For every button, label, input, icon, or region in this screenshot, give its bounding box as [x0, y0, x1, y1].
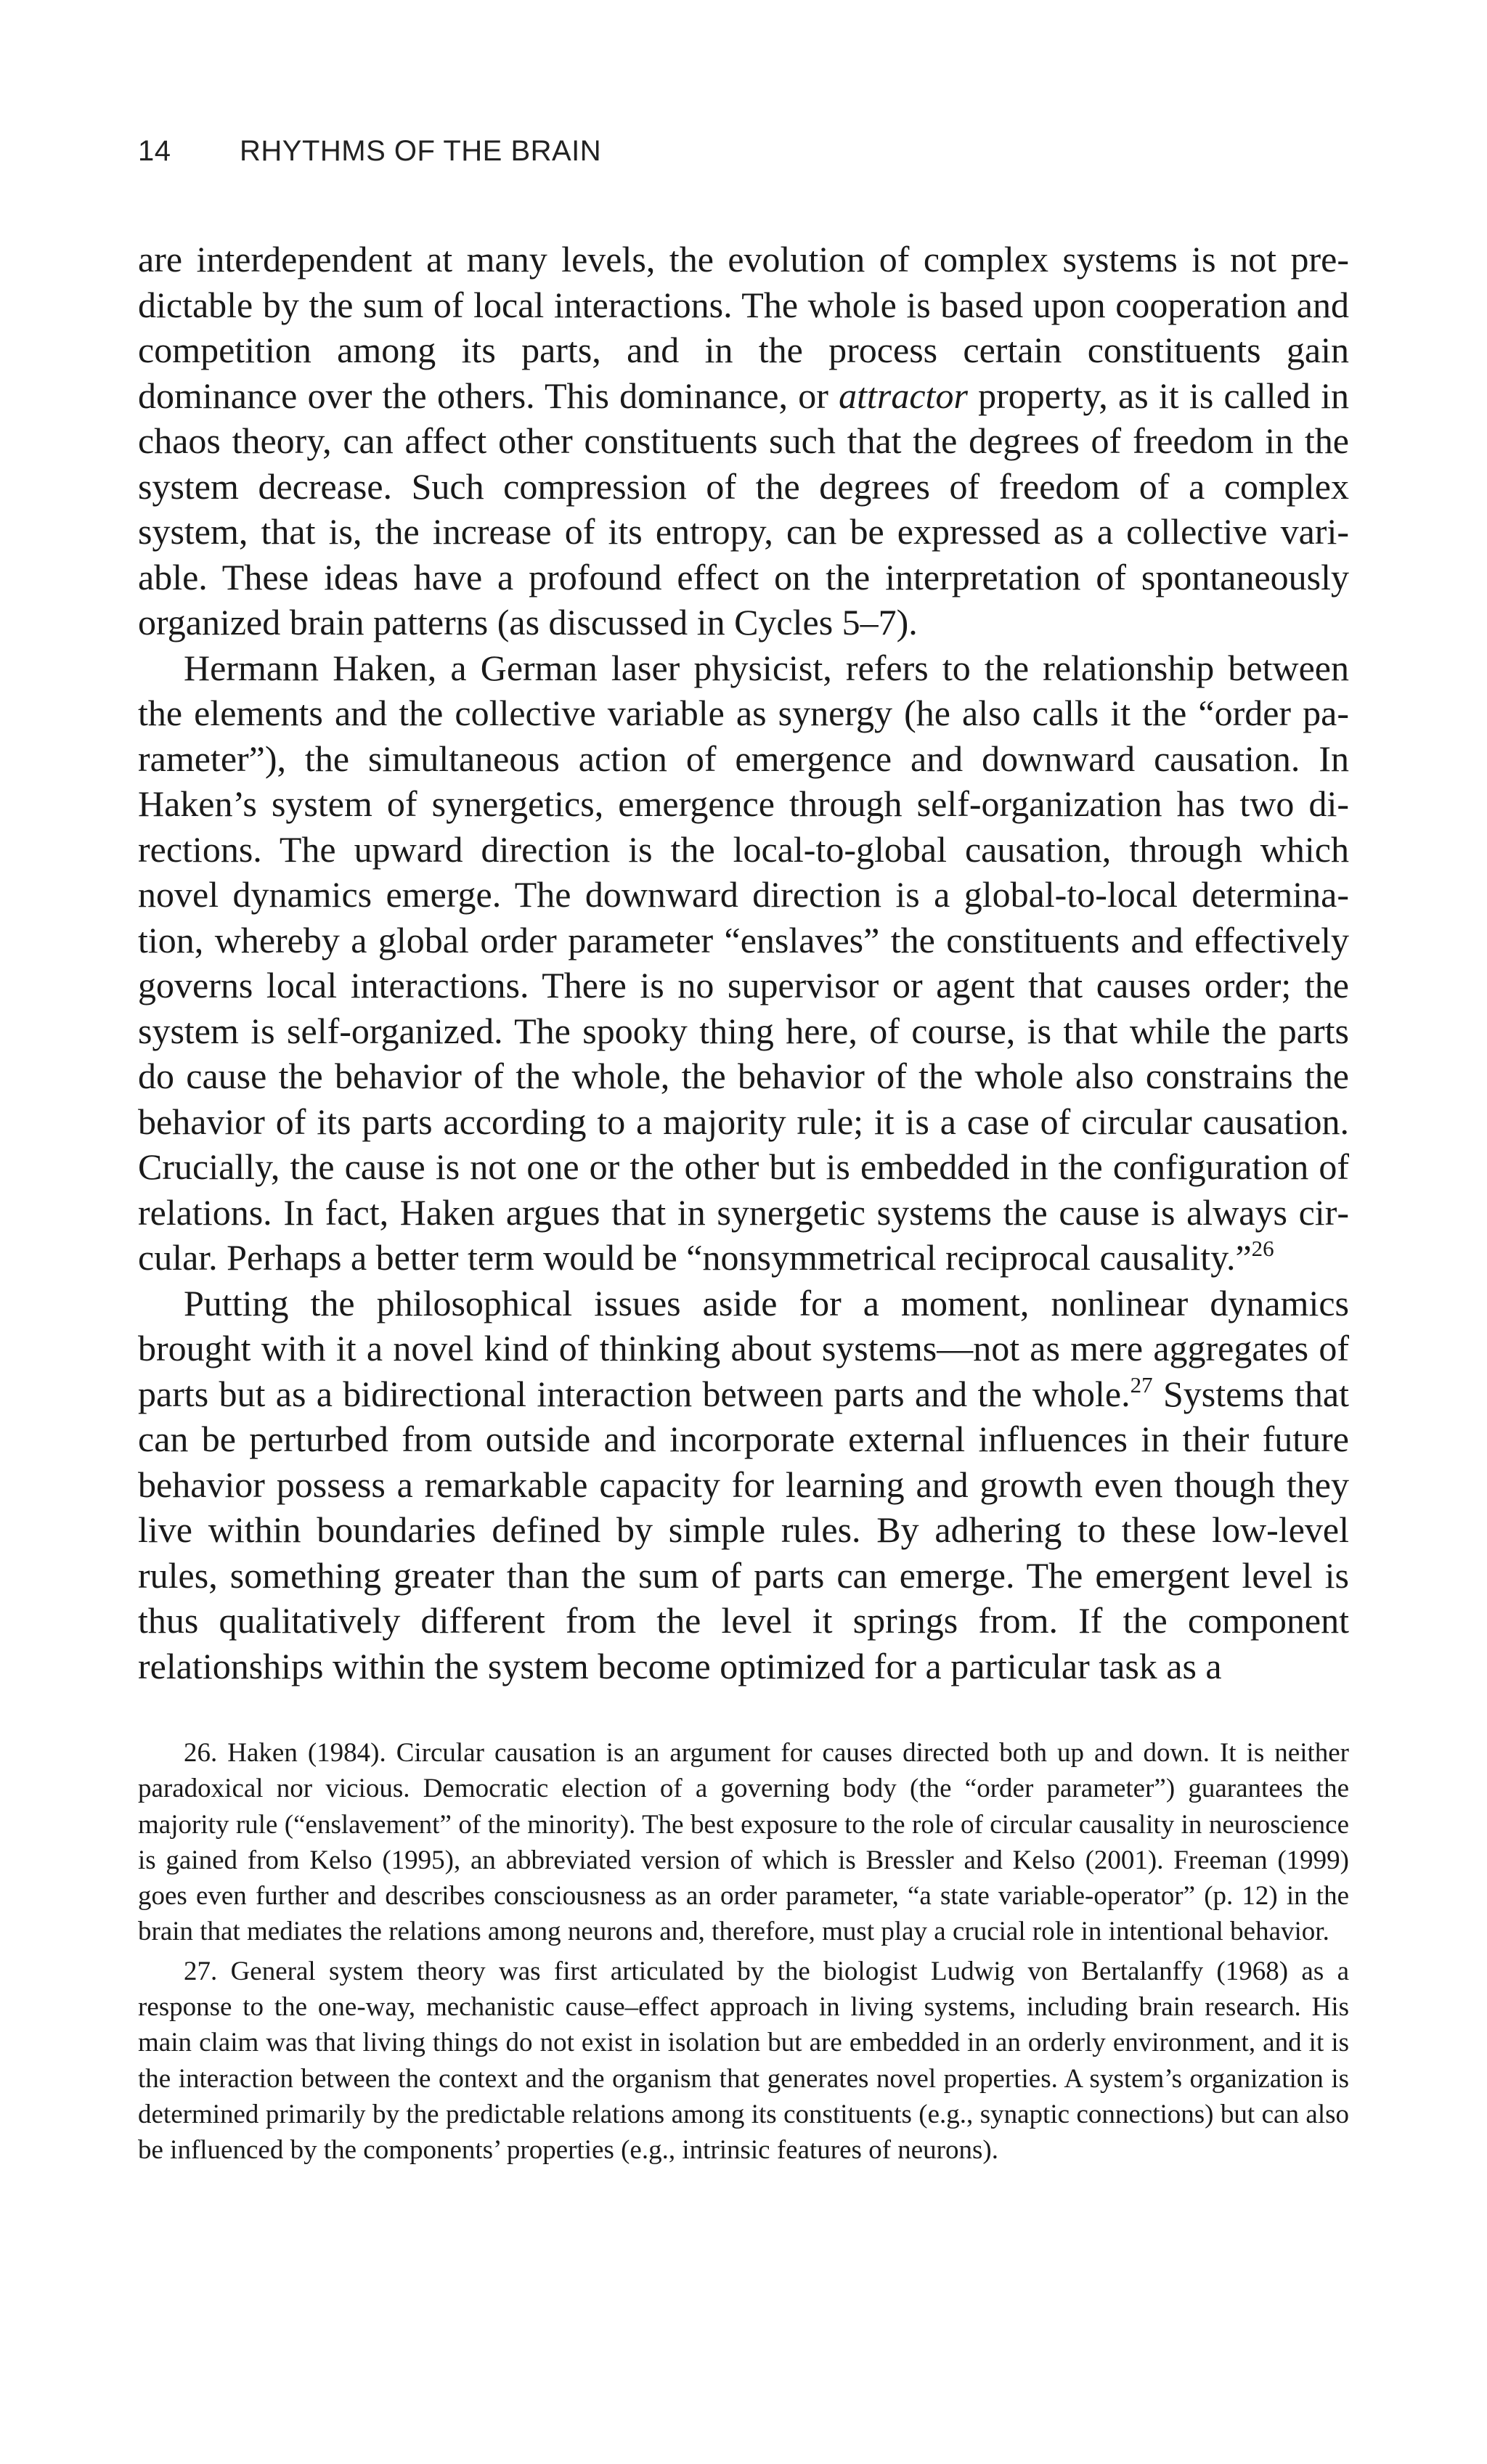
footnote-26: 26. Haken (1984). Circular causation is an argument for causes directed both up and down. It is neither paradoxical nor vicious. Democratic election of a governing body (the “order parameter”) guarantees the majority rule (“enslavement” of the minority). The best exposure to the role of circular causality in neuroscience is gained from Kelso (1995), an abbreviated version of which is Bressler and Kelso (2001). Freeman (1999) goes even further and describes consciousness as an order parameter, “a state variable-operator” (p. 12) in the brain that mediates the relations among neurons and, therefore, must play a crucial role in intentional behavior.: [138, 1738, 1349, 1947]
main-text: [138, 237, 1349, 1689]
paragraph-1: [138, 237, 1349, 645]
paragraph-2: [138, 645, 1349, 1281]
paragraph-1-text-b: property, as it is called in chaos theory, can affect other constituents such that the degrees of freedom in the system decrease. Such compression of the degrees of freedom of a complex system, that is, the increase of its entropy, can be expressed as a collective variable. These ideas have a profound effect on the interpretation of spontaneously organized brain patterns (as discussed in Cycles 5–7).: [138, 375, 1349, 642]
paragraph-3-text-b: Systems that can be perturbed from outside and incorporate external influences in their future behavior possess a remarkable capacity for learning and growth even though they live within boundaries defined by simple rules. By adhering to these low-level rules, something greater than the sum of parts can emerge. The emergent level is thus qualitatively different from the level it springs from. If the component relationships within the system become optimized for a particular task as a: [138, 1373, 1349, 1686]
paragraph-2-text: Hermann Haken, a German laser physicist, refers to the relationship between the elements and the collective variable as synergy (he also calls it the “order parameter”), the simultaneous action of emergence and downward causation. In Haken’s system of synergetics, emergence through self-organization has two directions. The upward direction is the local-to-global causation, through which novel dynamics emerge. The downward direction is a global-to-local determination, whereby a global order parameter “enslaves” the constituents and effectively governs local interactions. There is no supervisor or agent that causes order; the system is self-organized. The spooky thing here, of course, is that while the parts do cause the behavior of the whole, the behavior of the whole also constrains the behavior of its parts according to a majority rule; it is a case of circular causation. Crucially, the cause is not one or the other but is embedded in the configuration of relations. In fact, Haken argues that in synergetic systems the cause is always circular. Perhaps a better term would be “nonsymmetrical reciprocal causality.”: [138, 647, 1349, 1278]
footnotes: [138, 1735, 1349, 2169]
running-head: [138, 135, 601, 168]
footnote-ref-26[interactable]: 26: [1251, 1236, 1274, 1261]
emphasis-attractor: attractor: [839, 375, 968, 416]
book-title: RHYTHMS OF THE BRAIN: [240, 135, 602, 167]
paragraph-1-text-a: are interdependent at many levels, the evolution of complex systems is not predictable by the sum of local interactions. The whole is based upon cooperation and competition among its parts, and in the process certain constituents gain dominance over the others. This dominance, or: [138, 239, 1349, 416]
paragraph-3-text-a: Putting the philosophical issues aside for a moment, nonlinear dynamics brought with it a novel kind of thinking about systems—not as mere aggregates of parts but as a bidirectional interaction between parts and the whole.: [138, 1282, 1349, 1414]
footnote-27: 27. General system theory was first articulated by the biologist Ludwig von Bertalanffy (1968) as a response to the one-way, mechanistic cause–effect approach in living systems, including brain research. His main claim was that living things do not exist in isolation but are embedded in an orderly environment, and it is the interaction between the context and the organism that generates novel properties. A system’s organization is determined primarily by the predictable relations among its constituents (e.g., synaptic connections) but can also be influenced by the components’ properties (e.g., intrinsic features of neurons).: [138, 1956, 1349, 2166]
paragraph-3: [138, 1281, 1349, 1689]
footnote-ref-27[interactable]: 27: [1130, 1371, 1153, 1398]
page-number: 14: [138, 135, 171, 167]
